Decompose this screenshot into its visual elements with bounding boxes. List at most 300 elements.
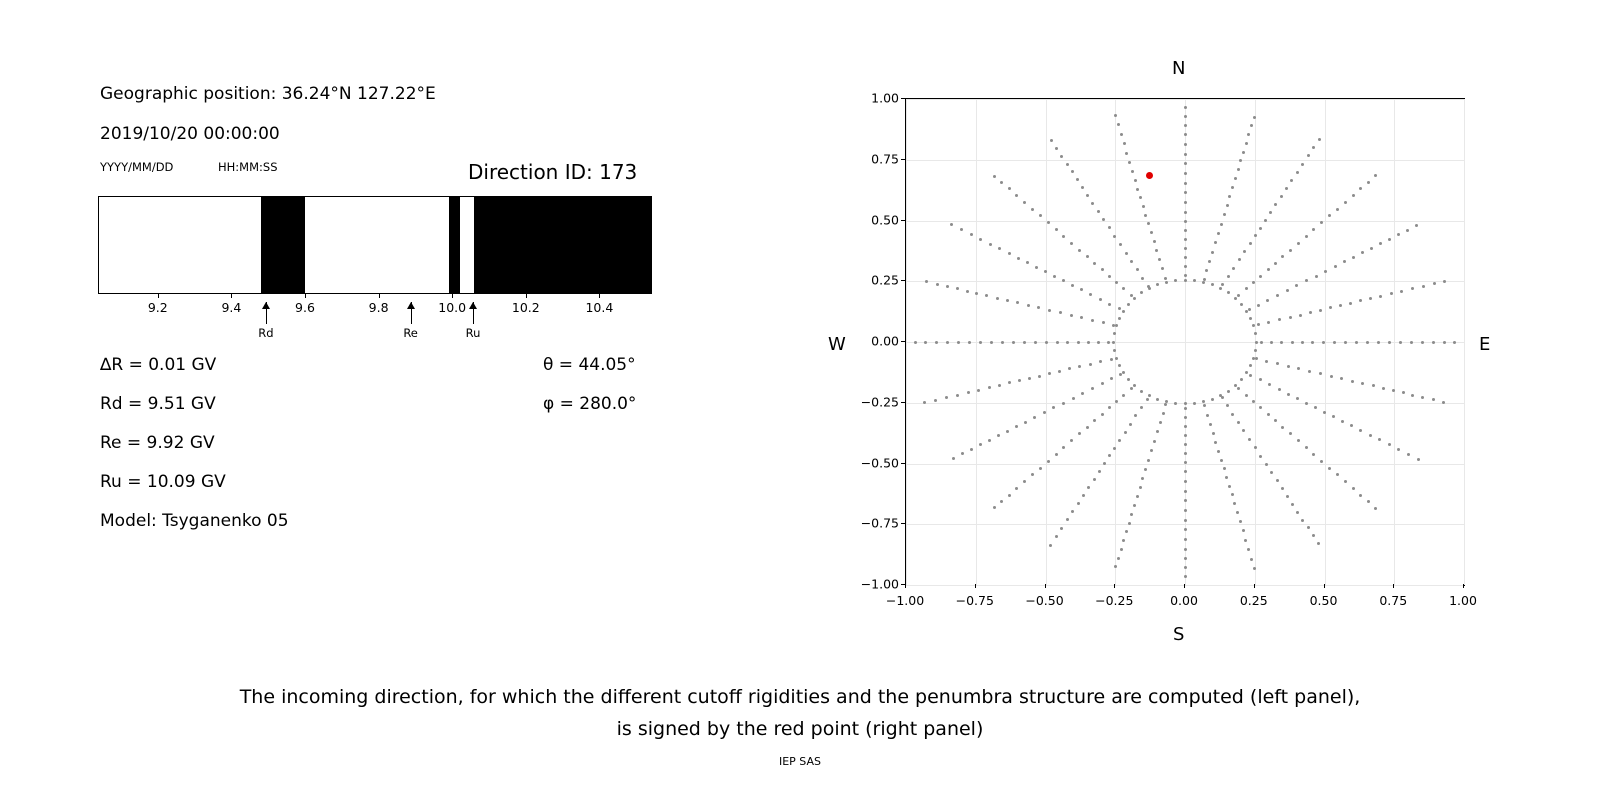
direction-dot	[1016, 301, 1019, 304]
direction-dot	[1068, 367, 1071, 370]
direction-dot	[1260, 341, 1263, 344]
arrow-head	[407, 302, 415, 309]
direction-dot	[1097, 341, 1100, 344]
direction-dot	[1352, 194, 1355, 197]
gridline-horizontal	[906, 585, 1464, 586]
direction-dot	[985, 294, 988, 297]
direction-dot	[1070, 439, 1073, 442]
direction-dot	[1243, 250, 1246, 253]
direction-dot	[1250, 124, 1253, 127]
direction-dot	[1296, 397, 1299, 400]
direction-dot	[935, 341, 938, 344]
direction-dot	[1369, 434, 1372, 437]
direction-dot	[1108, 303, 1111, 306]
direction-dot	[1314, 406, 1317, 409]
direction-dot	[1411, 287, 1414, 290]
direction-dot	[1118, 307, 1121, 310]
direction-dot	[1205, 269, 1208, 272]
penumbra-band	[449, 197, 460, 293]
direction-dot	[1071, 510, 1074, 513]
direction-dot	[1184, 115, 1187, 118]
direction-dot	[1234, 384, 1237, 387]
direction-dot	[1164, 277, 1167, 280]
direction-dot	[1329, 306, 1332, 309]
direction-dot	[1080, 288, 1083, 291]
direction-dot	[1234, 177, 1237, 180]
direction-dot	[1285, 187, 1288, 190]
footer-credit: IEP SAS	[778, 755, 822, 768]
direction-dot	[950, 223, 953, 226]
direction-dot	[1117, 557, 1120, 560]
direction-dot	[1259, 227, 1262, 230]
direction-dot	[1162, 412, 1165, 415]
direction-dot	[1066, 518, 1069, 521]
direction-dot	[1211, 283, 1214, 286]
direction-dot	[1367, 181, 1370, 184]
direction-dot	[1184, 106, 1187, 109]
x-axis-tick-label: −0.75	[955, 593, 994, 608]
direction-dot	[1153, 240, 1156, 243]
direction-dot	[1237, 294, 1240, 297]
direction-dot	[1214, 441, 1217, 444]
direction-dot	[1087, 341, 1090, 344]
axis-tick-label: 10.4	[585, 300, 614, 315]
direction-dot	[1184, 279, 1187, 282]
direction-dot	[1208, 260, 1211, 263]
direction-dot	[1119, 243, 1122, 246]
direction-dot	[1223, 213, 1226, 216]
direction-dot	[1146, 398, 1149, 401]
direction-dot	[1089, 363, 1092, 366]
direction-dot	[924, 341, 927, 344]
direction-dot	[1156, 430, 1159, 433]
direction-dot	[1276, 479, 1279, 482]
compass-label-west: W	[828, 334, 846, 355]
direction-dot	[1136, 495, 1139, 498]
direction-dot	[1156, 398, 1159, 401]
direction-dot	[1130, 294, 1133, 297]
direction-dot	[1184, 416, 1187, 419]
direction-dot	[1114, 565, 1117, 568]
direction-dot	[1086, 426, 1089, 429]
direction-dot	[1107, 341, 1110, 344]
direction-dot	[1017, 257, 1020, 260]
direction-dot	[1417, 458, 1420, 461]
direction-dot	[1255, 357, 1258, 360]
direction-dot	[1309, 311, 1312, 314]
direction-dot	[1334, 265, 1337, 268]
direction-dot	[1228, 485, 1231, 488]
date-format-label: YYYY/MM/DD	[100, 160, 174, 174]
y-axis-tick	[901, 159, 905, 160]
direction-dot	[1184, 229, 1187, 232]
x-axis-tick	[1184, 584, 1185, 588]
direction-dot	[1184, 133, 1187, 136]
direction-dot	[1291, 503, 1294, 506]
direction-dot	[1008, 494, 1011, 497]
direction-dot	[1062, 235, 1065, 238]
direction-dot	[1242, 151, 1245, 154]
direction-dot	[1296, 511, 1299, 514]
direction-dot	[1332, 415, 1335, 418]
direction-dot	[1122, 287, 1125, 290]
direction-dot	[1281, 255, 1284, 258]
direction-dot	[1269, 211, 1272, 214]
x-axis-tick-label: 0.50	[1309, 593, 1338, 608]
direction-dot	[1184, 407, 1187, 410]
direction-dot	[1245, 310, 1248, 313]
y-axis-tick-label: 0.25	[871, 272, 899, 288]
direction-dot	[1290, 179, 1293, 182]
direction-dot	[1289, 249, 1292, 252]
direction-dot	[1150, 449, 1153, 452]
direction-dot	[1231, 493, 1234, 496]
direction-dot	[1184, 256, 1187, 259]
direction-dot	[1253, 116, 1256, 119]
direction-dot	[1407, 453, 1410, 456]
direction-dot	[1140, 406, 1143, 409]
direction-dot	[1008, 187, 1011, 190]
direction-dot	[1255, 341, 1258, 344]
direction-dot	[1344, 201, 1347, 204]
penumbra-band	[261, 197, 305, 293]
direction-dot	[1374, 174, 1377, 177]
direction-dot	[1134, 414, 1137, 417]
marker-re	[403, 302, 418, 340]
direction-dot	[1139, 486, 1142, 489]
direction-dot	[1301, 341, 1304, 344]
direction-dot	[1355, 341, 1358, 344]
x-axis-tick-label: 1.00	[1449, 593, 1477, 608]
direction-dot	[1184, 274, 1187, 277]
direction-dot	[1034, 341, 1037, 344]
direction-dot	[1379, 242, 1382, 245]
direction-dot	[1015, 487, 1018, 490]
direction-dot	[1006, 430, 1009, 433]
direction-dot	[1254, 349, 1257, 352]
gridline-vertical	[1464, 99, 1465, 585]
axis-tick	[526, 294, 527, 298]
direction-dot	[997, 434, 1000, 437]
direction-dot	[1113, 447, 1116, 450]
direction-dot	[1012, 341, 1015, 344]
direction-dot	[1287, 393, 1290, 396]
direction-dot	[1122, 310, 1125, 313]
direction-dot	[1289, 316, 1292, 319]
direction-dot	[1206, 414, 1209, 417]
direction-dot	[1118, 317, 1121, 320]
direction-dot	[1247, 133, 1250, 136]
direction-dot	[1359, 429, 1362, 432]
direction-dot	[1082, 494, 1085, 497]
direction-dot	[1144, 214, 1147, 217]
direction-dot	[1322, 341, 1325, 344]
y-axis-tick-label: −0.50	[860, 455, 899, 470]
y-axis-tick-label: 0.00	[871, 333, 899, 349]
direction-dot	[1336, 208, 1339, 211]
direction-dot	[1244, 539, 1247, 542]
direction-dot	[1081, 186, 1084, 189]
direction-dot	[1295, 284, 1298, 287]
direction-dot	[1023, 480, 1026, 483]
y-axis-tick-label: 0.50	[871, 212, 899, 227]
direction-dot	[1184, 425, 1187, 428]
direction-dot	[1101, 382, 1104, 385]
y-axis-tick	[901, 341, 905, 342]
direction-dot	[1078, 249, 1081, 252]
direction-dot	[1278, 318, 1281, 321]
direction-dot	[1240, 303, 1243, 306]
direction-dot	[1091, 202, 1094, 205]
direction-dot	[1237, 421, 1240, 424]
direction-dot	[1115, 281, 1118, 284]
y-axis-tick-label: −1.00	[860, 576, 899, 592]
direction-dot	[1270, 471, 1273, 474]
direction-dot	[1343, 260, 1346, 263]
direction-dot	[1237, 168, 1240, 171]
direction-dot	[1122, 394, 1125, 397]
direction-dot	[1286, 495, 1289, 498]
direction-dot	[1023, 341, 1026, 344]
direction-dot	[1291, 341, 1294, 344]
direction-dot	[1257, 304, 1260, 307]
direction-dot	[1305, 402, 1308, 405]
direction-dot	[1108, 454, 1111, 457]
penumbra-band	[474, 197, 651, 293]
direction-dot	[1062, 446, 1065, 449]
axis-tick-label: 9.2	[147, 300, 168, 315]
gridline-horizontal	[906, 524, 1464, 525]
direction-dot	[1078, 365, 1081, 368]
direction-dot	[1039, 467, 1042, 470]
direction-dot	[1006, 299, 1009, 302]
y-axis-tick-label: 0.75	[871, 151, 899, 167]
direction-dot	[1184, 443, 1187, 446]
re-value: Re = 9.92 GV	[100, 433, 215, 453]
direction-dot	[1184, 519, 1187, 522]
direction-dot	[1142, 205, 1145, 208]
direction-dot	[988, 439, 991, 442]
direction-dot	[1071, 170, 1074, 173]
direction-dot	[1127, 378, 1130, 381]
direction-dot	[1140, 291, 1143, 294]
direction-dot	[1115, 357, 1118, 360]
direction-dot	[1099, 360, 1102, 363]
direction-dot	[1184, 162, 1187, 165]
direction-dot	[1280, 341, 1283, 344]
direction-dot	[1001, 341, 1004, 344]
direction-dot	[1312, 228, 1315, 231]
direction-dot	[979, 238, 982, 241]
direction-dot	[1047, 460, 1050, 463]
direction-dot	[1359, 187, 1362, 190]
direction-dot	[1340, 377, 1343, 380]
direction-dot	[1421, 396, 1424, 399]
direction-dot	[1319, 309, 1322, 312]
direction-dot	[1400, 290, 1403, 293]
direction-dot	[946, 341, 949, 344]
y-axis-tick-label: −0.25	[860, 394, 899, 410]
direction-dot	[1231, 413, 1234, 416]
direction-dot	[998, 384, 1001, 387]
direction-dot	[1336, 473, 1339, 476]
direction-dot	[1156, 283, 1159, 286]
direction-dot	[945, 396, 948, 399]
direction-dot	[1228, 195, 1231, 198]
direction-dot	[967, 391, 970, 394]
direction-dot	[1328, 214, 1331, 217]
direction-dot	[988, 386, 991, 389]
y-axis-tick	[901, 523, 905, 524]
direction-dot	[1280, 195, 1283, 198]
direction-dot	[1059, 311, 1062, 314]
direction-dot	[1432, 398, 1435, 401]
direction-dot	[1211, 398, 1214, 401]
direction-dot	[1193, 279, 1196, 282]
direction-dot	[1037, 306, 1040, 309]
caption-line-2: is signed by the red point (right panel)	[616, 718, 984, 740]
x-axis-tick-label: −0.25	[1095, 593, 1134, 608]
penumbra-plot-area	[98, 196, 652, 294]
x-axis-tick-label: 0.75	[1379, 593, 1408, 608]
direction-dot	[1184, 402, 1187, 405]
direction-dot	[1421, 341, 1424, 344]
direction-dot	[1110, 377, 1113, 380]
direction-dot	[1453, 341, 1456, 344]
direction-dot	[1093, 419, 1096, 422]
direction-dot	[1122, 371, 1125, 374]
direction-dot	[1297, 242, 1300, 245]
direction-dot	[1147, 459, 1150, 462]
direction-dot	[993, 506, 996, 509]
direction-dot	[1265, 360, 1268, 363]
left-panel	[0, 0, 760, 640]
direction-dot	[1344, 341, 1347, 344]
direction-dot	[1320, 460, 1323, 463]
direction-dot	[1388, 443, 1391, 446]
x-axis-tick	[1324, 584, 1325, 588]
y-axis-tick	[901, 280, 905, 281]
direction-dot	[993, 175, 996, 178]
direction-dot	[1008, 252, 1011, 255]
rd-value: Rd = 9.51 GV	[100, 394, 216, 414]
direction-dot	[1184, 153, 1187, 156]
direction-dot	[1184, 575, 1187, 578]
direction-dot	[1184, 566, 1187, 569]
direction-dot	[1247, 548, 1250, 551]
direction-dot	[1058, 370, 1061, 373]
direction-dot	[1274, 262, 1277, 265]
penumbra-x-axis	[98, 294, 654, 320]
direction-dot	[1287, 365, 1290, 368]
direction-dot	[1366, 341, 1369, 344]
direction-dot	[1120, 133, 1123, 136]
axis-tick	[452, 294, 453, 298]
direction-dot	[1276, 294, 1279, 297]
direction-dot	[1000, 500, 1003, 503]
direction-dot	[1062, 402, 1065, 405]
axis-tick	[599, 294, 600, 298]
direction-dot	[1089, 293, 1092, 296]
direction-dot	[1131, 170, 1134, 173]
direction-dot	[1281, 487, 1284, 490]
direction-dot	[1000, 181, 1003, 184]
direction-dot	[1155, 249, 1158, 252]
direction-dot	[1093, 262, 1096, 265]
direction-dot	[1252, 357, 1255, 360]
delta-r-value: ∆R = 0.01 GV	[100, 355, 217, 375]
direction-dot	[1422, 285, 1425, 288]
direction-dot	[1053, 275, 1056, 278]
direction-dot	[1184, 211, 1187, 214]
direction-dot	[1270, 341, 1273, 344]
direction-dot	[1239, 159, 1242, 162]
direction-dot	[1091, 387, 1094, 390]
direction-dot	[1245, 287, 1248, 290]
direction-dot	[1055, 535, 1058, 538]
direction-dot	[1052, 406, 1055, 409]
direction-dot	[1245, 371, 1248, 374]
direction-dot	[1388, 341, 1391, 344]
direction-dot	[1249, 374, 1252, 377]
right-panel	[760, 0, 1600, 640]
direction-dot	[1130, 513, 1133, 516]
time-format-label: HH:MM:SS	[218, 160, 278, 174]
direction-dot	[1259, 406, 1262, 409]
direction-dot	[914, 341, 917, 344]
direction-dot	[1174, 402, 1177, 405]
direction-dot	[1050, 139, 1053, 142]
direction-dot	[936, 283, 939, 286]
direction-dot	[1141, 277, 1144, 280]
direction-dot	[1118, 439, 1121, 442]
direction-dot	[1317, 542, 1320, 545]
direction-dot	[1312, 453, 1315, 456]
gridline-horizontal	[906, 99, 1464, 100]
direction-dot	[1382, 387, 1385, 390]
direction-dot	[1080, 316, 1083, 319]
direction-dot	[1136, 188, 1139, 191]
direction-dot	[1101, 268, 1104, 271]
direction-dot	[1077, 502, 1080, 505]
direction-dot	[1125, 252, 1128, 255]
direction-dot	[1184, 124, 1187, 127]
direction-dot	[1233, 502, 1236, 505]
direction-dot	[979, 443, 982, 446]
direction-dot	[1161, 267, 1164, 270]
direction-dot	[1397, 448, 1400, 451]
axis-tick-label: 9.6	[295, 300, 315, 315]
theta-value: θ = 44.05°	[543, 355, 636, 375]
direction-dot	[1379, 295, 1382, 298]
direction-dot	[1339, 304, 1342, 307]
direction-dot	[1148, 287, 1151, 290]
compass-label-south: S	[1173, 624, 1185, 645]
direction-dot	[1015, 194, 1018, 197]
direction-dot	[1238, 258, 1241, 261]
direction-dot	[1318, 138, 1321, 141]
direction-dot	[1087, 486, 1090, 489]
direction-dot	[1350, 424, 1353, 427]
direction-dot	[1276, 362, 1279, 365]
direction-dot	[1130, 260, 1133, 263]
direction-dot	[1237, 387, 1240, 390]
direction-dot	[1252, 400, 1255, 403]
direction-dot	[1239, 520, 1242, 523]
datetime-value: 2019/10/20 00:00:00	[100, 124, 280, 144]
direction-dot	[1370, 247, 1373, 250]
direction-dot	[1018, 379, 1021, 382]
